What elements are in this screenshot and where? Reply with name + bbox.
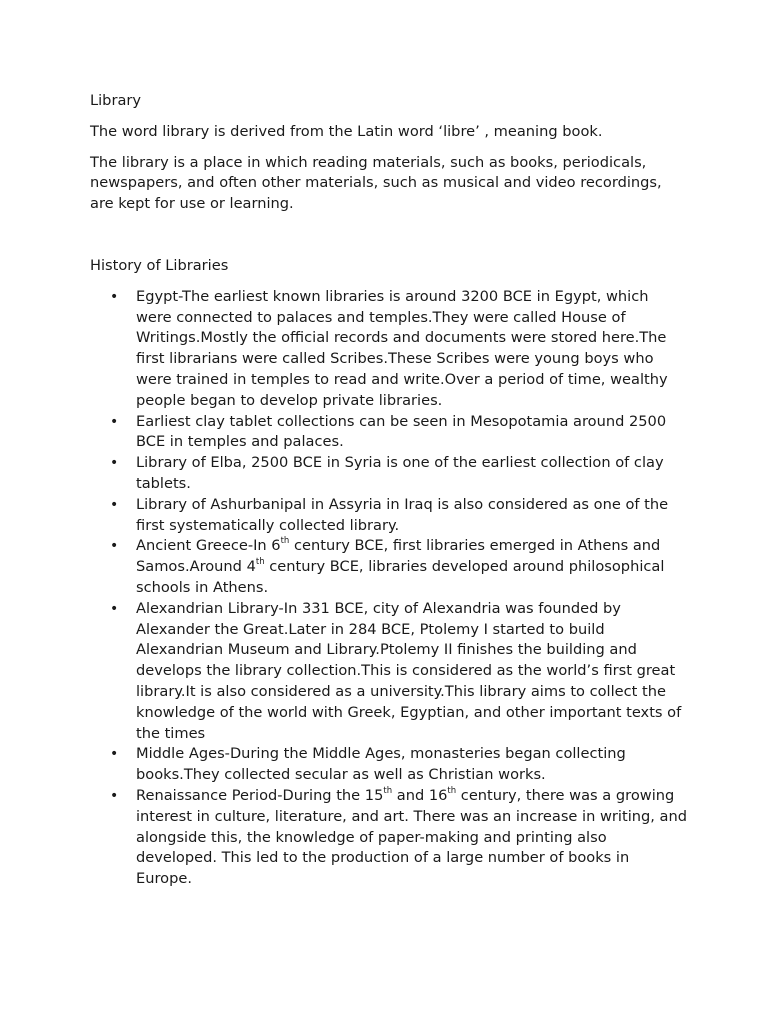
ordinal-superscript: th	[383, 785, 393, 796]
bullet-icon: •	[110, 455, 119, 472]
list-item	[90, 744, 688, 786]
document-page	[90, 91, 688, 890]
list-item-text: Library of Ashurbanipal in Assyria in Iraq is also considered as one of the first systematically collected library.	[136, 495, 669, 534]
bullet-icon: •	[110, 288, 119, 305]
bullet-icon: •	[110, 538, 119, 555]
list-item-text: Middle Ages-During the Middle Ages, monasteries began collecting books.They collected secular as well as Christian works.	[136, 745, 626, 784]
list-item	[90, 536, 688, 598]
ordinal-superscript: th	[447, 785, 457, 796]
bullet-icon: •	[110, 413, 119, 430]
list-item	[90, 453, 688, 495]
list-item-text: Ancient Greece-In 6th century BCE, first libraries emerged in Athens and Samos.Around 4th century BCE, libraries developed around philosophical schools in Athens.	[136, 536, 665, 596]
list-item-text: Library of Elba, 2500 BCE in Syria is one of the earliest collection of clay tablets.	[136, 454, 664, 492]
list-item	[90, 786, 688, 890]
bullet-icon: •	[110, 787, 119, 804]
list-item-text: Earliest clay tablet collections can be seen in Mesopotamia around 2500 BCE in temples and palaces.	[136, 412, 667, 451]
history-list	[90, 287, 688, 890]
bullet-icon: •	[110, 600, 119, 617]
bullet-icon: •	[110, 496, 119, 513]
document-title: Library	[90, 92, 142, 109]
list-item	[90, 287, 688, 412]
history-heading: History of Libraries	[90, 256, 229, 274]
list-item	[90, 412, 688, 454]
paragraph-definition: The library is a place in which reading materials, such as books, periodicals, newspapers, and often other materials, such as musical and video recordings, are kept for use or learning.	[90, 153, 662, 213]
bullet-icon: •	[110, 746, 119, 763]
list-item	[90, 495, 688, 537]
list-item	[90, 599, 688, 745]
list-item-text: Alexandrian Library-In 331 BCE, city of Alexandria was founded by Alexander the Great.Later in 284 BCE, Ptolemy I started to build Alexandrian Museum and Library.Ptolemy II finishes the building and develops the library collection.This is considered as the world’s first great library.It is also considered as a university.This library aims to collect the knowledge of the world with Greek, Egyptian, and other important texts of the times	[136, 599, 682, 742]
list-item-text: Egypt-The earliest known libraries is around 3200 BCE in Egypt, which were connected to palaces and temples.They were called House of Writings.Mostly the official records and documents were stored here.The first librarians were called Scribes.These Scribes were young boys who were trained in temples to read and write.Over a period of time, wealthy people began to develop private libraries.	[136, 287, 668, 409]
paragraph-etymology: The word library is derived from the Latin word ‘libre’ , meaning book.	[90, 122, 603, 140]
list-item-text: Renaissance Period-During the 15th and 16th century, there was a growing interest in culture, literature, and art. There was an increase in writing, and alongside this, the knowledge of paper-making and printing also developed. This led to the production of a large number of books in Europe.	[136, 785, 687, 888]
ordinal-superscript: th	[255, 557, 265, 568]
ordinal-superscript: th	[280, 536, 290, 547]
